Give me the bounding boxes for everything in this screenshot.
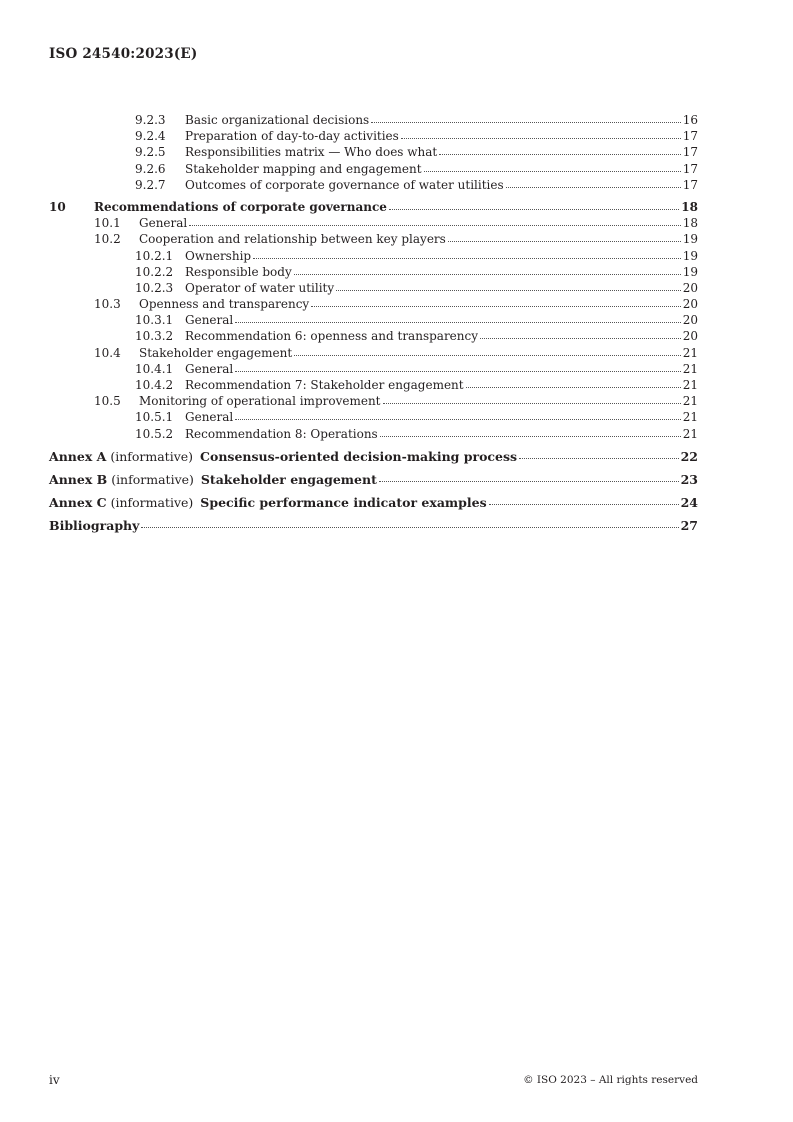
toc-number: 10 [49,199,66,214]
toc-page: 21 [682,410,698,425]
dot-leader [253,248,681,259]
toc-number: 10.3.2 [135,329,174,344]
toc-entry-9-2-4[interactable] [49,128,698,144]
toc-entry-10-4-2[interactable] [49,377,698,393]
annex-type: (informative) [111,471,194,487]
toc-number: 9.2.7 [135,177,166,192]
toc-number: 10.2.2 [135,264,174,279]
toc-title: Stakeholder engagement [139,345,293,360]
toc-title: Stakeholder mapping and engagement [185,161,422,176]
toc-number: 10.2.3 [135,280,174,295]
toc-page: 22 [680,448,698,464]
toc-page: 20 [682,313,698,328]
toc-title: Cooperation and relationship between key players [139,232,446,247]
toc-title: Operator of water utility [185,280,335,295]
annex-type: (informative) [110,448,194,464]
toc-title: General [185,410,234,425]
toc-number: 10.1 [94,216,121,231]
toc-page: 23 [680,471,698,487]
toc-entry-10-5[interactable] [49,393,698,409]
toc-page: 17 [682,177,698,192]
toc-entry-annex-a[interactable] [49,448,698,465]
toc-entry-9-2-7[interactable] [49,177,698,193]
toc-page: 19 [682,264,698,279]
toc-page: 17 [682,145,698,160]
dot-leader [141,517,678,528]
toc-page: 21 [682,345,698,360]
toc-page: 27 [680,517,698,533]
annex-type: (informative) [110,494,194,510]
toc-page: 16 [682,113,698,127]
toc-number: 10.4.2 [135,378,174,392]
toc-title: Recommendation 8: Operations [185,426,378,441]
toc-entry-10-4-1[interactable] [49,361,698,377]
toc-title: Preparation of day-to-day activities [185,129,399,144]
toc-title: Bibliography [49,517,140,533]
toc-page: 20 [682,280,698,295]
toc-title: Recommendation 7: Stakeholder engagement [185,378,464,392]
dot-leader [235,361,680,372]
dot-leader [480,328,681,339]
dot-leader [336,280,681,291]
dot-leader [383,393,681,404]
dot-leader [235,312,680,323]
toc-entry-10-4[interactable] [49,345,698,361]
toc-page: 21 [682,394,698,409]
toc-page: 18 [682,216,698,231]
dot-leader [401,128,681,139]
dot-leader [371,112,681,123]
annex-title: Stakeholder engagement [200,471,377,487]
copyright-notice: © ISO 2023 – All rights reserved [523,1074,698,1086]
annex-title: Consensus-oriented decision-making process [200,448,518,464]
toc-number: 10.3 [94,297,121,312]
toc-entry-10-3-2[interactable] [49,328,698,344]
toc-title: Ownership [185,248,252,263]
toc-number: 10.5.1 [135,410,174,425]
annex-label: Annex C [49,494,107,510]
toc-entry-10-2-2[interactable] [49,264,698,280]
toc-entry-10-2-3[interactable] [49,280,698,296]
toc-number: 9.2.4 [135,129,166,144]
toc-entry-10-1[interactable] [49,215,698,231]
toc-entry-9-2-5[interactable] [49,144,698,160]
dot-leader [466,377,681,388]
dot-leader [294,345,681,356]
dot-leader [294,264,681,275]
annex-label: Annex B [49,471,108,487]
toc-page: 18 [681,199,698,214]
dot-leader [439,144,680,155]
dot-leader [448,231,681,242]
toc-title: General [185,313,234,328]
toc-page: 19 [682,248,698,263]
toc-entry-10-2[interactable] [49,231,698,247]
toc-page: 24 [680,494,698,510]
toc-page: 17 [682,161,698,176]
toc-entry-9-2-6[interactable] [49,161,698,177]
toc-entry-10-5-1[interactable] [49,409,698,425]
annex-label: Annex A [49,448,107,464]
dot-leader [235,409,680,420]
toc-page: 20 [682,329,698,344]
dot-leader [380,426,681,437]
toc-title: Basic organizational decisions [185,113,370,127]
toc-entry-10[interactable] [49,199,698,215]
toc-entry-9-2-3[interactable] [49,112,698,128]
dot-leader [489,494,679,505]
toc-title: Responsibilities matrix — Who does what [185,145,438,160]
dot-leader [189,215,680,226]
toc-number: 10.2.1 [135,248,174,263]
toc-entry-10-3-1[interactable] [49,312,698,328]
toc-entry-annex-c[interactable] [49,494,698,511]
toc-number: 10.3.1 [135,313,174,328]
toc-number: 10.5.2 [135,426,174,441]
toc-page: 20 [682,297,698,312]
annex-title: Specific performance indicator examples [200,494,487,510]
toc-number: 9.2.3 [135,113,166,127]
toc-number: 10.5 [94,394,121,409]
toc-page: 17 [682,129,698,144]
toc-title: Openness and transparency [139,297,310,312]
document-id: ISO 24540:2023(E) [49,46,198,62]
toc-entry-10-2-1[interactable] [49,248,698,264]
toc-number: 9.2.6 [135,161,166,176]
toc-title: Recommendations of corporate governance [94,199,387,214]
toc-title: General [185,361,234,376]
toc-entry-annex-b[interactable] [49,471,698,488]
dot-leader [379,471,679,482]
toc-entry-bibliography[interactable] [49,517,698,534]
toc-number: 10.2 [94,232,121,247]
toc-entry-10-5-2[interactable] [49,426,698,442]
toc-title: Outcomes of corporate governance of water utilities [185,177,504,192]
toc-page: 21 [682,426,698,441]
dot-leader [506,177,681,188]
toc-entry-10-3[interactable] [49,296,698,312]
toc-title: General [139,216,188,231]
toc-number: 9.2.5 [135,145,166,160]
toc-page: 21 [682,378,698,392]
toc-title: Recommendation 6: openness and transparency [185,329,479,344]
dot-leader [519,448,679,459]
dot-leader [424,161,681,172]
table-of-contents [49,112,698,534]
page-number: iv [49,1073,60,1087]
toc-number: 10.4.1 [135,361,174,376]
toc-title: Responsible body [185,264,292,279]
toc-number: 10.4 [94,345,121,360]
toc-title: Monitoring of operational improvement [139,394,381,409]
toc-page: 19 [682,232,698,247]
toc-page: 21 [682,361,698,376]
dot-leader [389,199,679,210]
dot-leader [311,296,681,307]
